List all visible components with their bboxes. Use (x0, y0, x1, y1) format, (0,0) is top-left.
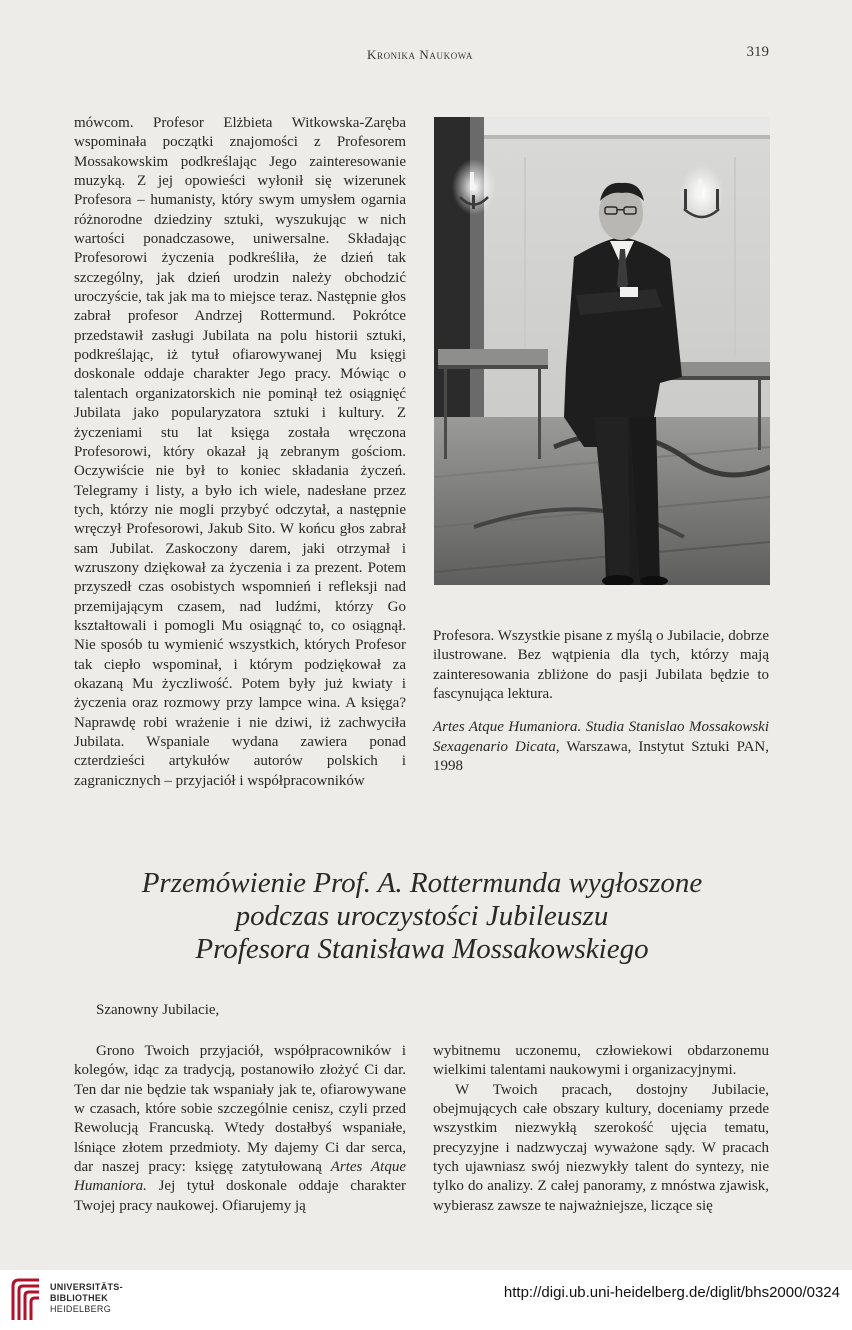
library-name-line: HEIDELBERG (50, 1304, 112, 1314)
library-logo-icon (9, 1276, 43, 1324)
running-head (0, 44, 852, 64)
salutation: Szanowny Jubilacie, (96, 1002, 220, 1018)
running-head-title: Kronika Naukowa (366, 47, 474, 62)
text-run: Jej tytuł doskonale oddaje charakter Twojej pracy naukowej. Ofiarujemy ją (74, 1178, 406, 1214)
library-name (50, 1282, 123, 1315)
section-heading (74, 867, 770, 966)
paragraph: wybitnemu uczonemu, człowiekowi obdarzonemu wielkimi talentami naukowymi i organizacyjnymi. (433, 1043, 769, 1079)
heading-line-3: Profesora Stanisława Mossakowskiego (195, 933, 649, 965)
bibliographic-note (433, 718, 769, 776)
right-column-bottom (433, 1042, 769, 1216)
book-title-inline: Artes Atque Humaniora. (74, 1159, 406, 1195)
digitization-footer (0, 1270, 852, 1330)
book-title: Artes Atque Humaniora. Studia Stanislao Mossakowski Sexagenario Dicata (433, 719, 769, 755)
left-column-top (74, 114, 406, 791)
heading-line-2: podczas uroczystości Jubileuszu (235, 900, 609, 932)
right-column-top (433, 627, 769, 776)
paragraph (74, 1042, 406, 1216)
portrait-photo (434, 117, 770, 585)
text-run: Grono Twoich przyjaciół, współpracowników i kolegów, idąc za tradycją, postanowiło złożyć Ci dar. Ten dar nie będzie tak wspaniały jak te, ofiarowywane w czasach, które sobie szczególnie cenisz, czyli przed Rewolucją Francuską. Wtedy dostałbyś wspaniałe, lśniące złotem przedmioty. My dajemy Ci dar serca, dar naszej pracy: księgę zatytułowaną (74, 1043, 406, 1176)
paragraph: W Twoich pracach, dostojny Jubilacie, obejmujących całe obszary kultury, doceniamy przede wszystkim niezwykłą szerokość ujęcia tematu, precyzyjne i nadzwyczaj wyważone sądy. W pracach tych ujawniasz swój niezwykły talent do syntezy, nie tylko do analizy. Z całej panoramy, z mnóstwa zjawisk, wybierasz zawsze te najważniejsze, liczące się (433, 1081, 769, 1214)
library-name-line: UNIVERSITÄTS- (50, 1282, 123, 1292)
paragraph: mówcom. Profesor Elżbieta Witkowska-Zaręba wspominała początki znajomości z Profesorem Mossakowskim podkreślając Jego zainteresowanie muzyką. Z jej opowieści wyłonił się wizerunek Profesora – humanisty, który swym umysłem ogarnia różnorodne dziedziny sztuki, wyszukując w nich wartości ponadczasowe, uniwersalne. Składając Profesorowi życzenia podkreśliła, że dzień tak szczególny, jak dzień urodzin należy obchodzić uroczyście, tak jak ma to miejsce teraz. Następnie głos zabrał profesor Andrzej Rottermund. Pokrótce przedstawił zasługi Jubilata na polu historii sztuki, podkreślając, iż tytuł ofiarowywanej Mu księgi doskonale oddaje charakter Jego pracy. Mówiąc o talentach organizatorskich nie pominął też osiągnięć Jubilata jako popularyzatora sztuki i kultury. Z życzeniami stu lat księga została wręczona Profesorowi, który okazał ją zebranym gościom. Oczywiście nie był to koniec składania życzeń. Telegramy i listy, a było ich wiele, nadesłane przez tych, którzy nie mogli przybyć odczytał, a następnie wręczył Profesorowi, Jakub Sito. W końcu głos zabrał sam Jubilat. Zaskoczony darem, jaki otrzymał i wzruszony dziękował za życzenia i za prezent. Potem przyszedł czas osobistych wspomnień i refleksji nad przemijającym czasem, nad ludźmi, którzy Go kształtowali i pomogli Mu osiągnąć to, co osiągnął. Nie sposób tu wymienić wszystkich, których Profesor tak ciepło wspominał, i którym podziękował za okazaną Mu życzliwość. Potem były już kwiaty i życzenia oraz rozmowy przy lampce wina. A księga? Naprawdę robi wrażenie i nie dziwi, iż zachwyciła Jubilata. Wspaniale wydana zawiera ponad czterdzieści artykułów autorów polskich i zagranicznych – przyjaciół i współpracowników (74, 115, 406, 789)
left-column-bottom (74, 1042, 406, 1216)
library-name-line: BIBLIOTHEK (50, 1293, 108, 1303)
publication-details: , Warszawa, Instytut Sztuki PAN, 1998 (433, 738, 769, 775)
heading-line-1: Przemówienie Prof. A. Rottermunda wygłoszone (141, 867, 703, 899)
paragraph: Profesora. Wszystkie pisane z myślą o Jubilacie, dobrze ilustrowane. Bez wątpienia dla tych, którzy mają zainteresowania zbliżone do pasji Jubilata będzie to fascynująca lektura. (433, 628, 769, 703)
page-number: 319 (746, 44, 769, 60)
source-url-link[interactable]: http://digi.ub.uni-heidelberg.de/diglit/bhs2000/0324 (503, 1284, 840, 1301)
